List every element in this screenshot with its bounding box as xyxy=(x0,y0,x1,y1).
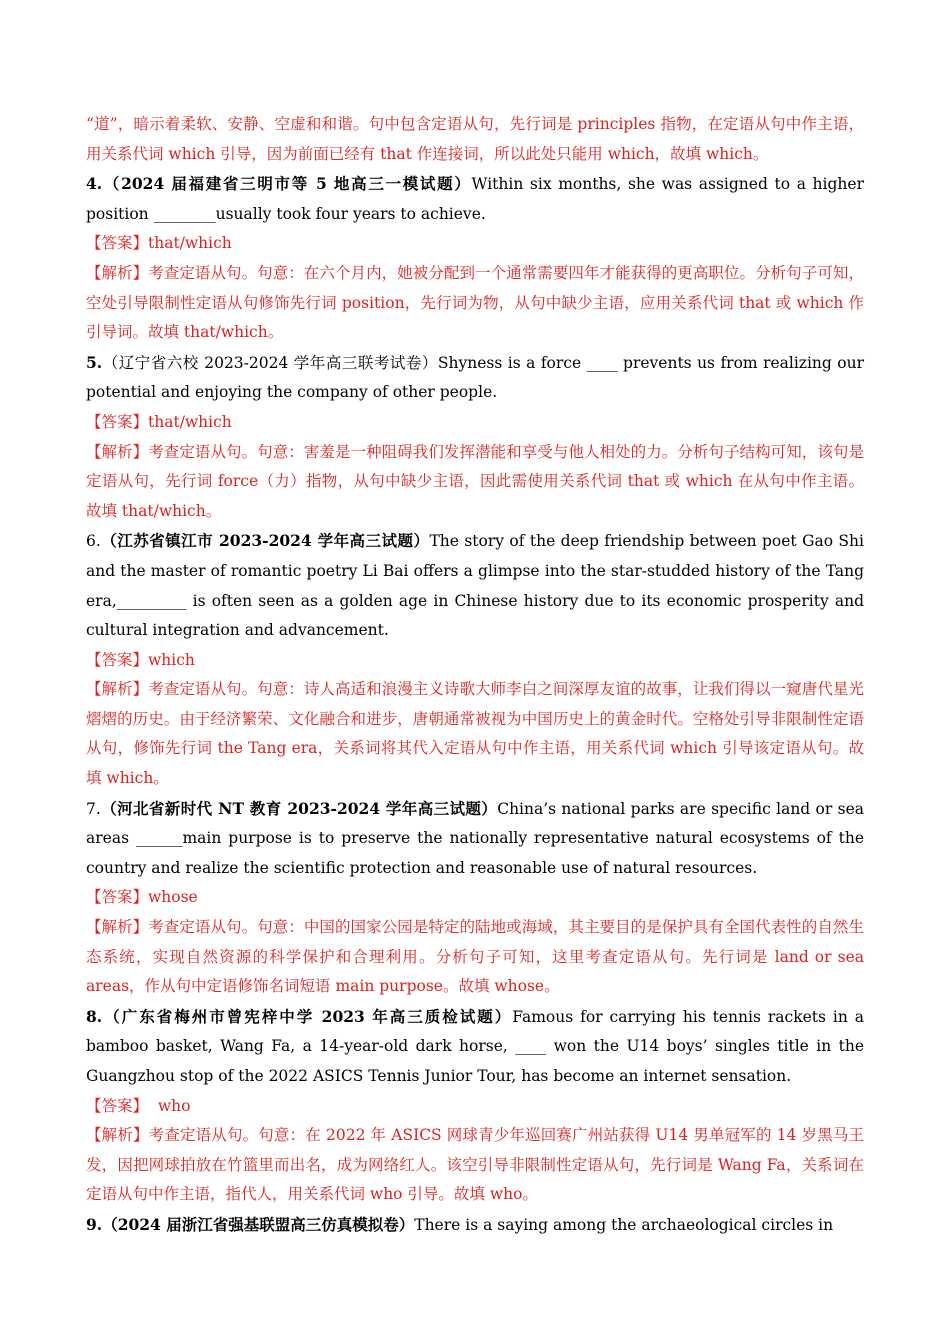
question-number: 7. xyxy=(86,799,101,818)
question-text: Famous for carrying his tennis rackets in a bamboo basket, Wang Fa, a 14-year-old dark horse, ____ won the U14 boys’ singles title in the Guangzhou stop of the 2022 ASICS Tennis Junior Tour, has become an internet sensation. xyxy=(86,1007,864,1085)
question-number: 4. xyxy=(86,174,103,194)
answer-label: 【答案】 xyxy=(86,234,149,253)
analysis-text: 考查定语从句。句意：诗人高适和浪漫主义诗歌大师李白之间深厚友谊的故事，让我们得以一窥唐代星光熠熠的历史。由于经济繁荣、文化融合和进步，唐朝通常被视为中国历史上的黄金时代。空格处引导非限制性定语从句，修饰先行词 the Tang era，关系词将其代入定语从句中作主语，用关系代词 which 引导该定语从句。故填 which。 xyxy=(86,680,864,788)
question-text: China’s national parks are specific land or sea areas ______main purpose is to preserve the nationally representative natural ecosystems of the country and realize the scientific protection and reasonable use of natural resources. xyxy=(86,799,864,877)
question-list xyxy=(86,169,864,1240)
question-item xyxy=(86,348,864,527)
question-stem xyxy=(86,169,864,229)
analysis-line xyxy=(86,438,864,527)
analysis-label: 【解析】 xyxy=(86,680,149,699)
answer-label: 【答案】 xyxy=(86,1096,149,1115)
analysis-label: 【解析】 xyxy=(86,918,149,937)
question-item xyxy=(86,1002,864,1210)
question-stem xyxy=(86,348,864,408)
analysis-line xyxy=(86,259,864,348)
intro-analysis: “道”，暗示着柔软、安静、空虚和和谐。句中包含定语从句，先行词是 principles 指物，在定语从句中作主语，用关系代词 which 引导，因为前面已经有 that 作连接词，所以此处只能用 which，故填 which。 xyxy=(86,115,864,163)
question-text: Within six months, she was assigned to a higher position ________usually took four years to achieve. xyxy=(86,175,864,223)
question-text: The story of the deep friendship between poet Gao Shi and the master of romantic poetry Li Bai offers a glimpse into the star-studded history of the Tang era,_________ is often seen as a golden age in Chinese history due to its economic prosperity and cultural integration and advancement. xyxy=(86,532,864,640)
question-stem xyxy=(86,1210,864,1241)
answer-line xyxy=(86,408,864,438)
question-text: Shyness is a force ____ prevents us from realizing our potential and enjoying the company of other people. xyxy=(86,353,864,402)
question-number: 5. xyxy=(86,352,103,372)
answer-value: that/which xyxy=(148,412,232,431)
answer-value: which xyxy=(148,650,195,669)
analysis-line xyxy=(86,913,864,1002)
question-stem xyxy=(86,526,864,645)
answer-line xyxy=(86,1092,864,1122)
answer-label: 【答案】 xyxy=(86,412,149,431)
answer-value: who xyxy=(148,1096,191,1115)
question-item xyxy=(86,169,864,348)
analysis-line xyxy=(86,675,864,793)
analysis-label: 【解析】 xyxy=(86,442,149,461)
analysis-text: 考查定语从句。句意：在六个月内，她被分配到一个通常需要四年才能获得的更高职位。分析句子可知，空处引导限制性定语从句修饰先行词 position，先行词为物，从句中缺少主语，应用关系代词 that 或 which 作引导词。故填 that/which。 xyxy=(86,263,864,342)
answer-label: 【答案】 xyxy=(86,650,149,669)
question-source: （辽宁省六校 2023-2024 学年高三联考试卷） xyxy=(102,353,438,372)
analysis-label: 【解析】 xyxy=(86,263,149,282)
question-number: 8. xyxy=(86,1006,103,1026)
question-source: （广东省梅州市曾宪梓中学 2023 年高三质检试题） xyxy=(102,1006,513,1026)
question-text: There is a saying among the archaeological circles in xyxy=(414,1215,834,1234)
question-stem xyxy=(86,1002,864,1092)
answer-label: 【答案】 xyxy=(86,888,149,907)
question-stem xyxy=(86,794,864,884)
question-item xyxy=(86,526,864,793)
analysis-line xyxy=(86,1121,864,1210)
answer-value: that/which xyxy=(148,234,232,253)
question-number: 9. xyxy=(86,1214,103,1234)
question-source: （江苏省镇江市 2023-2024 学年高三试题） xyxy=(100,531,430,551)
answer-line xyxy=(86,883,864,913)
analysis-text: 考查定语从句。句意：害羞是一种阻碍我们发挥潜能和享受与他人相处的力。分析句子结构可知，该句是定语从句，先行词 force（力）指物，从句中缺少主语，因此需使用关系代词 that 或 which 在从句中作主语。故填 that/which。 xyxy=(86,442,864,520)
analysis-text: 考查定语从句。句意：中国的国家公园是特定的陆地或海域，其主要目的是保护具有全国代表性的自然生态系统，实现自然资源的科学保护和合理利用。分析句子可知，这里考查定语从句。先行词是 land or sea areas，作从句中定语修饰名词短语 main purpose。故填 whose。 xyxy=(86,918,864,996)
question-item xyxy=(86,1210,864,1241)
answer-line xyxy=(86,646,864,676)
document-page xyxy=(86,110,864,1241)
answer-line xyxy=(86,229,864,259)
question-source: （河北省新时代 NT 教育 2023-2024 学年高三试题） xyxy=(100,798,498,818)
analysis-label: 【解析】 xyxy=(86,1126,149,1145)
question-number: 6. xyxy=(86,532,101,551)
question-item xyxy=(86,794,864,1002)
question-source: （2024 届福建省三明市等 5 地高三一模试题） xyxy=(102,174,472,194)
question-source: （2024 届浙江省强基联盟高三仿真模拟卷） xyxy=(102,1214,415,1234)
analysis-text: 考查定语从句。句意：在 2022 年 ASICS 网球青少年巡回赛广州站获得 U14 男单冠军的 14 岁黑马王发，因把网球拍放在竹篮里而出名，成为网络红人。该空引导非限制性定语从句，先行词是 Wang Fa，关系词在定语从句中作主语，指代人，用关系代词 who 引导。故填 who。 xyxy=(86,1126,864,1204)
answer-value: whose xyxy=(148,888,198,907)
